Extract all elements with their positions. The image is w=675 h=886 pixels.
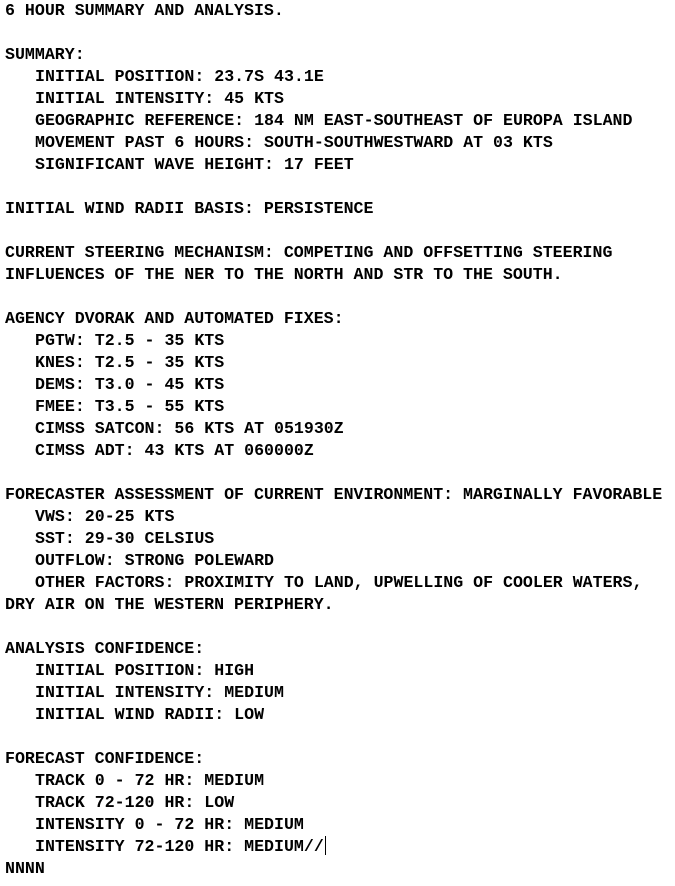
end-marker: NNNN — [5, 859, 45, 878]
blank-line — [5, 462, 673, 484]
environment-heading: FORECASTER ASSESSMENT OF CURRENT ENVIRONMENT: MARGINALLY FAVORABLE — [5, 485, 663, 504]
summary-geographic-reference: GEOGRAPHIC REFERENCE: 184 NM EAST-SOUTHEAST OF EUROPA ISLAND — [35, 111, 633, 130]
forecast-track-0-72: TRACK 0 - 72 HR: MEDIUM — [35, 771, 265, 790]
forecast-confidence-heading: FORECAST CONFIDENCE: — [5, 749, 205, 768]
fixes-heading: AGENCY DVORAK AND AUTOMATED FIXES: — [5, 309, 344, 328]
fix-item: PGTW: T2.5 - 35 KTS — [35, 331, 225, 350]
summary-heading: SUMMARY: — [5, 45, 85, 64]
summary-wave-height: SIGNIFICANT WAVE HEIGHT: 17 FEET — [35, 155, 354, 174]
blank-line — [5, 22, 673, 44]
steering-line-2: INFLUENCES OF THE NER TO THE NORTH AND STR TO THE SOUTH. — [5, 265, 563, 284]
document-title: 6 HOUR SUMMARY AND ANALYSIS. — [5, 1, 284, 20]
fix-item: CIMSS ADT: 43 KTS AT 060000Z — [35, 441, 314, 460]
blank-line — [5, 726, 673, 748]
fix-item: CIMSS SATCON: 56 KTS AT 051930Z — [35, 419, 344, 438]
steering-line-1: CURRENT STEERING MECHANISM: COMPETING AND OFFSETTING STEERING — [5, 243, 613, 262]
environment-sst: SST: 29-30 CELSIUS — [35, 529, 215, 548]
blank-line — [5, 286, 673, 308]
summary-movement: MOVEMENT PAST 6 HOURS: SOUTH-SOUTHWESTWARD AT 03 KTS — [35, 133, 553, 152]
summary-initial-intensity: INITIAL INTENSITY: 45 KTS — [35, 89, 284, 108]
analysis-initial-wind-radii: INITIAL WIND RADII: LOW — [35, 705, 265, 724]
analysis-initial-intensity: INITIAL INTENSITY: MEDIUM — [35, 683, 284, 702]
environment-vws: VWS: 20-25 KTS — [35, 507, 175, 526]
blank-line — [5, 176, 673, 198]
analysis-initial-position: INITIAL POSITION: HIGH — [35, 661, 255, 680]
forecast-intensity-72-120: INTENSITY 72-120 HR: MEDIUM// — [35, 837, 324, 856]
environment-other-factors-continued: DRY AIR ON THE WESTERN PERIPHERY. — [5, 595, 334, 614]
fix-item: KNES: T2.5 - 35 KTS — [35, 353, 225, 372]
environment-other-factors: OTHER FACTORS: PROXIMITY TO LAND, UPWELLING OF COOLER WATERS, — [35, 573, 643, 592]
analysis-confidence-heading: ANALYSIS CONFIDENCE: — [5, 639, 205, 658]
blank-line — [5, 220, 673, 242]
forecast-intensity-72-120-row — [5, 836, 673, 858]
fix-item: FMEE: T3.5 - 55 KTS — [35, 397, 225, 416]
text-cursor — [325, 836, 326, 855]
summary-initial-position: INITIAL POSITION: 23.7S 43.1E — [35, 67, 324, 86]
blank-line — [5, 616, 673, 638]
bulletin-document — [5, 0, 673, 880]
wind-radii-basis: INITIAL WIND RADII BASIS: PERSISTENCE — [5, 199, 374, 218]
fix-item: DEMS: T3.0 - 45 KTS — [35, 375, 225, 394]
forecast-track-72-120: TRACK 72-120 HR: LOW — [35, 793, 235, 812]
forecast-intensity-0-72: INTENSITY 0 - 72 HR: MEDIUM — [35, 815, 304, 834]
environment-outflow: OUTFLOW: STRONG POLEWARD — [35, 551, 274, 570]
